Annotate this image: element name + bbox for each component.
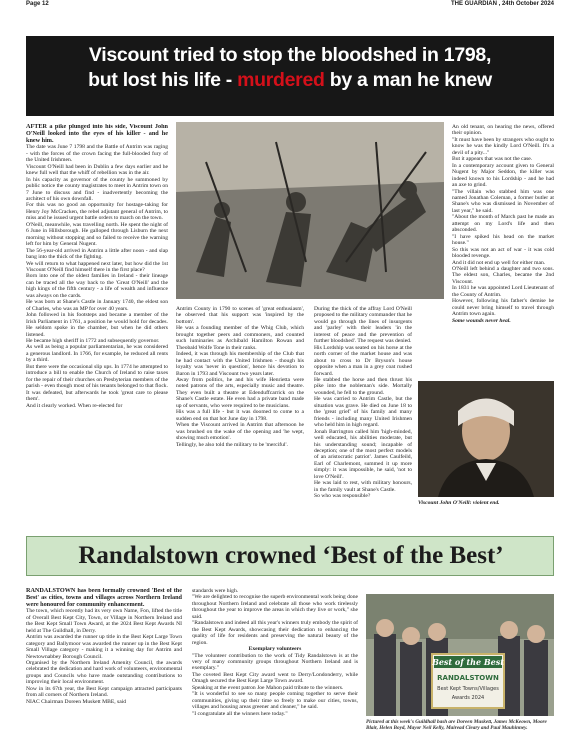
paragraph: And it did not end up well for either man. (452, 259, 546, 266)
headline-banner-randalstown (26, 536, 554, 576)
subheading: Exemplary volunteers (248, 646, 302, 653)
portrait-caption: Viscount John O'Neill: violent end. (418, 500, 500, 506)
paragraph: When the Viscount arrived in Antrim that afternoon he was brushed on the wake of the opening and 'he wept, showing much emotion'. (176, 422, 304, 442)
article1-column-2 (176, 306, 304, 522)
paragraph: Viscount O'Neill had been in Dublin a few days earlier and he knew full well that the whiff of rebellion was in the air. (26, 163, 168, 177)
paragraph: Indeed, it was through his membership of the Club that he had contact with the United Irishmen - though his loyalty was 'never in question', hence his devotion to Baron in 1793 and Viscount two years later. (176, 351, 304, 377)
paragraph: O'Neill, meanwhile, was travelling north. He spent the night of 6 June in Hillsborough. He galloped through Lisburn the next morning without stopping and so failed to receive the warning left for him by General Nugent. (26, 221, 168, 248)
paragraph: Away from politics, he and his wife Henrietta were noted patrons of the arts, especially music and theatre. They even built a theatre at Edenduffcarrick on the Shane's Castle estate. He even had a private band made up of servants, who were required to be musicians. (176, 376, 304, 409)
paragraph: In his capacity as governor of the county he summoned by public notice the county magistrates to meet in Antrim town on 7 June to discuss and find - inadvertently becoming the architect of his own downfall. (26, 176, 168, 203)
paragraph: And it clearly worked. When re-elected for (26, 402, 123, 409)
paragraph: But there were the occasional slip ups. In 1774 he attempted to introduce a bill to enable the Church of Ireland to raise taxes for the repair of their churches on Presbyterian members of the parish - even though most of his tenants belonged to that flock. It was defeated, but afterwards he took 'great care to please them'. (26, 363, 168, 403)
paragraph: "I have spiked his head on the market house." (452, 233, 554, 247)
paragraph: But it appears that was not the case. (452, 156, 533, 163)
paragraph: In a contemporary account given to General Nugent by Major Seddon, the killer was indeed known to his Lordship - and he had an axe to grind. (452, 162, 554, 189)
paragraph: He stabbed the horse and then thrust his pike into the nobleman's side. Mortally wounded, he fell to the ground. (314, 376, 412, 396)
photo-caption: Pictured at this week's Guildhall bash are Doreen Muskett, James McKeown, Moore Blair, Helen Boyd, Mayor Neil Kelly, Mairead Cleary and Paul Mauhinney. (366, 719, 547, 731)
paragraph: The date was June 7 1798 and the Battle of Antrim was raging - with the forces of the crown facing the full-blooded fury of the United Irishmen. (26, 144, 168, 164)
paragraph: An old tenant, on hearing the news, offered their opinion. (452, 124, 554, 137)
paragraph: During the thick of the affray Lord O'Neill proposed to the military commander that he would go through the lines of insurgents and 'parley' with their leaders 'in the interest of peace and the prevention of further bloodshed'. The request was denied. (314, 306, 412, 345)
paragraph: So this was not an act of war - it was cold blooded revenge. (452, 246, 554, 260)
paragraph: His was a full life - but it was doomed to come to a sudden end on that hot June day in 1798. (176, 409, 304, 422)
paragraph: Jonah Barrington called him 'high-minded, well educated, his abilities moderate, but his understanding sound; incapable of deception; one of the most perfect models of an aristocratic patriot'. James Caulfeild, Earl of Charlemont, summed it up more simply: it was impossible, he said, 'not to love O'Neill'. (314, 428, 412, 480)
closing-line: Some wounds never heal. (452, 317, 511, 324)
paragraph: His Lordship was seated on his horse at the north corner of the market house and was about to cross to Dr Bryson's house opposite when a man in a grey coat rushed forward. (314, 344, 412, 377)
headline-banner-viscount (26, 36, 554, 116)
paragraph: He was carried to Antrim Castle, but the situation was grave. He died on June 18 to the 'great grief' of his family and many friends - including many United Irishmen who held him in high regard. (314, 396, 412, 429)
paragraph: Antrim County in 1790 to scenes of 'great enthusiasm', he observed that his support was 'inspired by the bottom'. (176, 306, 304, 325)
paragraph: The town, which recently had its very own Name, Fon, lifted the title of Overall Best Kept City, Town, or Village in Northern Ireland and the Best Kept Small Town Award, at the 2024 Best Kept Awards NI held at The Guildhall, in Derry. (26, 608, 182, 634)
article2-column-2 (192, 588, 358, 728)
paragraph: "It must have been by strangers who ought to know he was the kindly Lord O'Neill. It's a devil of a pity..." (452, 136, 554, 156)
article1-column-1 (26, 124, 168, 522)
article2-column-1 (26, 588, 182, 728)
headline-highlight: murdered (237, 69, 325, 91)
lead-paragraph: RANDALSTOWN has been formally crowned 'Best of the Best' as cities, towns and villages across Northern Ireland were honoured for community enhancement. (26, 588, 182, 608)
paragraph: The coveted Best Kept City award went to Derry/Londonderry, while Omagh secured the Best Kept Large Town award. (192, 671, 358, 685)
paragraph: Organised by the Northern Ireland Amenity Council, the awards celebrated the dedication and hard work of volunteers, environmental groups and Councils who have made outstanding contributions to improving their local environment. (26, 660, 182, 686)
paragraph: Speaking at the event patron Joe Mahon paid tribute to the winners. (192, 684, 344, 691)
sign-year: Awards 2024 (451, 695, 485, 701)
paragraph: "I congratulate all the winners here today." (192, 710, 288, 717)
paragraph: "The villain who stabbed him was one named Jonathan Coleman, a former butler at Shane's who was dismissed in November of last year," he said. (452, 188, 554, 214)
sign-title: Best of the Best (432, 657, 504, 667)
paragraph: "Randalstown and indeed all this year's winners truly embody the spirit of the Best Kept Awards, showcasing their dedication to enhancing the quality of life for residents and preserving the natural beauty of the region. (192, 620, 358, 646)
article1-column-3 (314, 306, 412, 522)
paragraph: John followed in his footsteps and became a member of the Irish Parliament in 1761, a position he would hold for decades. He seldom spoke in the chamber, but when he did others listened. (26, 312, 168, 338)
paragraph: He was born at Shane's Castle in January 1740, the eldest son of Charles, who was an MP for over 40 years. (26, 299, 168, 312)
lead-paragraph: AFTER a pike plunged into his side, Viscount John O'Neill looked into the eyes of his killer - and he knew him. (26, 124, 168, 144)
paragraph: As well as being a popular parliamentarian, he was considered a generous landlord. In 1766, for example, he reduced all rents by a third. (26, 344, 168, 364)
paragraph: Born into one of the oldest families in Ireland - their lineage can be traced all the way back to the 'Great O'Neill' and the high kings of the fifth century - a life of wealth and influence was always on the cards. (26, 273, 168, 299)
paragraph: Antrim was awarded the runner up title in the Best Kept Large Town category and Ballymoor was awarded the runner up in the Best Kept Small Village category - making it a winning day for Antrim and Newtownabbey Borough Council. (26, 634, 182, 660)
paragraph: "It is wonderful to see so many people coming together to serve their communities, giving up their time so freely to make our cities, towns, villages and housing areas greener and cleaner," he said. (192, 691, 358, 711)
headline-viscount: Viscount tried to stop the bloodshed in 1798, but lost his life - murdered by a man he knew (88, 44, 492, 91)
paragraph: He became high sheriff in 1772 and subsequently governor. (26, 337, 160, 344)
paragraph: "The volunteer contribution to the work of Tidy Randalstown is at the very of many community groups throughout Northern Ireland and is exemplary." (192, 652, 358, 672)
sign-subtitle: Best Kept Towns/Villages (437, 686, 499, 692)
sign-town: RANDALSTOWN (437, 674, 499, 682)
paragraph: In 1831 he was appointed Lord Lieutenant of the County of Antrim. (452, 285, 554, 298)
paragraph: O'Neill left behind a daughter and two sons. The eldest son, Charles, became the 2nd Viscount. (452, 265, 554, 285)
paragraph: "We are delighted to recognise the superb environmental work being done throughout Northern Ireland and celebrate all those who work tirelessly throughout the year to improve the areas in which they live or work," she said. (192, 594, 358, 620)
paragraph: So who was responsible? (314, 493, 371, 500)
paragraph: Tellingly, he also told the military to be 'merciful'. (176, 441, 288, 448)
paragraph: However, following his father's demise he could never bring himself to travel through Antrim town again. (452, 298, 554, 318)
viscount-portrait-image (418, 381, 554, 497)
paragraph: He was laid to rest, with military honours, in the family vault at Shane's Castle. (314, 480, 412, 493)
paragraph: For this was no good an opportunity for hostage-taking for Henry Joy McCracken, the rebel adjutant general of Antrim, to miss and he issued urgent battle orders to march on the town. (26, 202, 168, 222)
publication-line: THE GUARDIAN , 24th October 2024 (450, 1, 554, 7)
awards-group-photo (366, 594, 554, 716)
paragraph: Now in its 67th year, the Best Kept campaign attracted participants from all corners of Northern Ireland. (26, 685, 182, 699)
paragraph: standards were high. (192, 588, 239, 594)
battle-engraving-image (176, 122, 444, 299)
paragraph: He was a founding member of the Whig Club, which brought together peers and commoners, and counted such luminaries as Archibald Hamilton Rowan and Theobald Wolfe Tone in their ranks. (176, 325, 304, 351)
article1-column-4 (452, 124, 554, 374)
paragraph: NIAC Chairman Doreen Muskett MBE, said (26, 698, 127, 705)
paragraph: "About the month of March past he made an attempt on my Lord's life and then absconded. (452, 214, 554, 234)
paragraph: The 56-year-old arrived in Antrim a little after noon - and slap bang into the thick of the fighting. (26, 247, 168, 261)
paragraph: We will return to what happened next later, but how did the 1st Viscount O'Neill find himself there in the first place? (26, 260, 168, 273)
headline-randalstown: Randalstown crowned ‘Best of the Best’ (78, 542, 504, 569)
page-header (0, 0, 580, 9)
page-number: Page 12 (26, 1, 49, 7)
